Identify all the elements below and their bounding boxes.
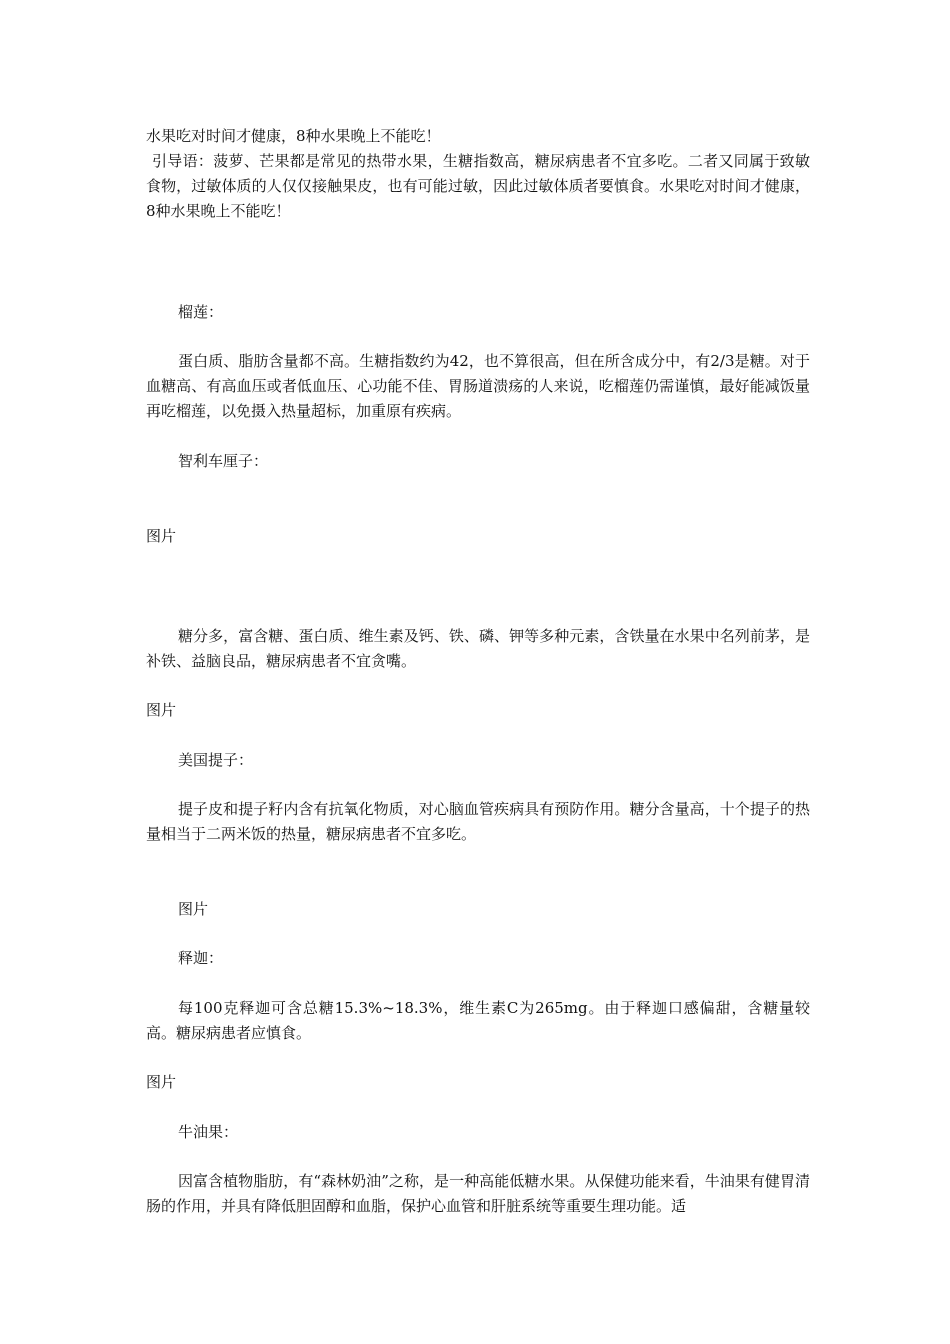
grape-heading: 美国提子： [178, 751, 254, 769]
durian-paragraph: 蛋白质、脂肪含量都不高。生糖指数约为42，也不算很高，但在所含成分中，有2/3是糖。对于血糖高、有高血压或者低血压、心功能不佳、胃肠道溃疡的人来说，吃榴莲仍需谨慎，最好能减饭量再吃榴莲，以免摄入热量超标，加重原有疾病。 [146, 352, 810, 420]
image-placeholder-2: 图片 [146, 701, 177, 719]
image-placeholder-3: 图片 [178, 900, 209, 918]
cherry-heading: 智利车厘子： [178, 452, 269, 470]
intro-paragraph: 引导语：菠萝、芒果都是常见的热带水果，生糖指数高，糖尿病患者不宜多吃。二者又同属于致敏食物，过敏体质的人仅仅接触果皮，也有可能过敏，因此过敏体质者要慎食。水果吃对时间才健康，8种水果晚上不能吃！ [146, 152, 810, 220]
image-placeholder-4: 图片 [146, 1073, 177, 1091]
avocado-paragraph: 因富含植物脂肪，有“森林奶油”之称，是一种高能低糖水果。从保健功能来看，牛油果有健胃清肠的作用，并具有降低胆固醇和血脂，保护心血管和肝脏系统等重要生理功能。适 [146, 1172, 810, 1215]
avocado-heading: 牛油果： [178, 1123, 239, 1141]
article-title: 水果吃对时间才健康，8种水果晚上不能吃！ [146, 127, 441, 145]
sugar-apple-paragraph: 每100克释迦可含总糖15.3%~18.3%，维生素C为265mg。由于释迦口感偏甜，含糖量较高。糖尿病患者应慎食。 [146, 999, 810, 1042]
image-placeholder-1: 图片 [146, 527, 177, 545]
grape-paragraph: 提子皮和提子籽内含有抗氧化物质，对心脑血管疾病具有预防作用。糖分含量高，十个提子的热量相当于二两米饭的热量，糖尿病患者不宜多吃。 [146, 800, 810, 843]
sugar-apple-heading: 释迦： [178, 949, 224, 967]
durian-heading: 榴莲： [178, 303, 224, 321]
cherry-paragraph: 糖分多，富含糖、蛋白质、维生素及钙、铁、磷、钾等多种元素，含铁量在水果中名列前茅，是补铁、益脑良品，糖尿病患者不宜贪嘴。 [146, 627, 810, 670]
